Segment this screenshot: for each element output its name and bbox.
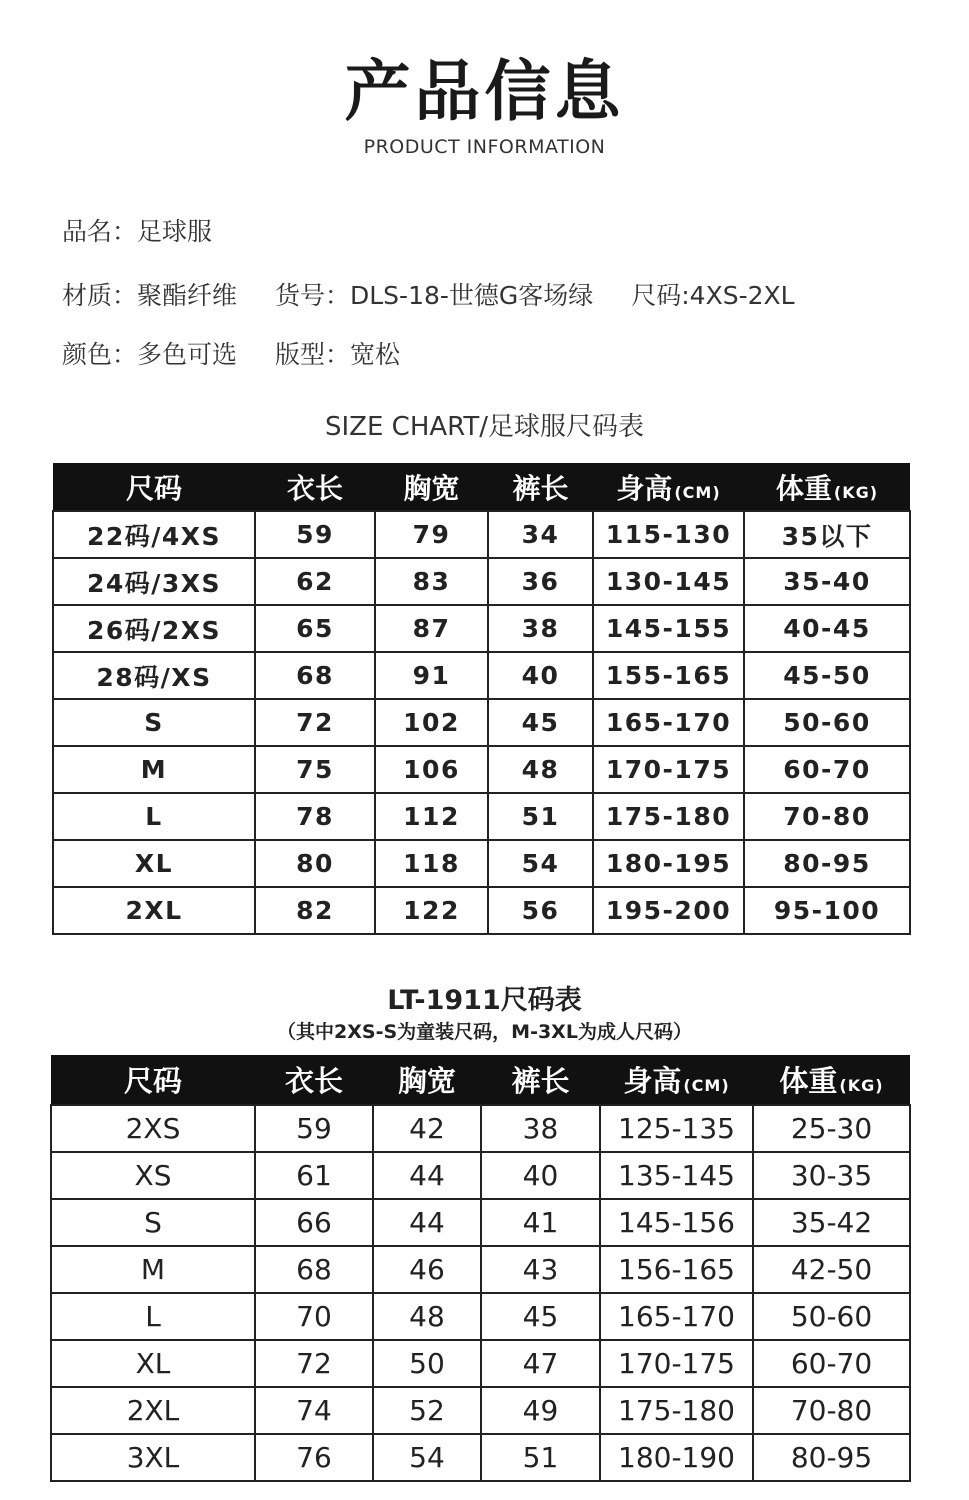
table-cell: 61 <box>255 1152 373 1199</box>
table-row <box>53 652 910 699</box>
column-header-label: 胸宽 <box>397 1064 456 1098</box>
table-header-row <box>51 1055 910 1105</box>
table-header-row <box>53 463 910 511</box>
table-cell: 38 <box>481 1105 600 1152</box>
table-cell: 68 <box>255 652 375 699</box>
page-subtitle: PRODUCT INFORMATION <box>363 136 606 158</box>
lt1911-chart-note: （其中2XS-S为童装尺码，M-3XL为成人尺码） <box>277 1021 692 1043</box>
column-header <box>255 463 375 511</box>
info-label: 版型： <box>274 340 350 369</box>
table-cell: 26码/2XS <box>53 605 255 652</box>
table-row <box>51 1387 910 1434</box>
info-value: 4XS-2XL <box>689 281 795 310</box>
table-cell: 44 <box>373 1199 481 1246</box>
table-row <box>51 1434 910 1481</box>
table-cell: 70-80 <box>744 793 910 840</box>
table-cell: 65 <box>255 605 375 652</box>
table-cell: 70 <box>255 1293 373 1340</box>
table-cell: 45-50 <box>744 652 910 699</box>
info-size-range <box>631 280 794 312</box>
column-header <box>481 1055 600 1105</box>
table-cell: 125-135 <box>600 1105 753 1152</box>
table-cell: 60-70 <box>744 746 910 793</box>
table-cell: 170-175 <box>600 1340 753 1387</box>
table-cell: 35-42 <box>753 1199 910 1246</box>
column-header-unit: (KG) <box>839 1076 884 1095</box>
info-label: 品名： <box>62 217 138 246</box>
column-header <box>753 1055 910 1105</box>
table-cell: 156-165 <box>600 1246 753 1293</box>
info-product-name <box>62 216 212 248</box>
table-cell: 180-195 <box>593 840 744 887</box>
table-cell: 49 <box>481 1387 600 1434</box>
table-row <box>51 1293 910 1340</box>
table-cell: 40-45 <box>744 605 910 652</box>
table-cell: 42-50 <box>753 1246 910 1293</box>
table-cell: 68 <box>255 1246 373 1293</box>
table-cell: 59 <box>255 511 375 558</box>
column-header-label: 衣长 <box>286 471 343 505</box>
info-material <box>62 280 237 312</box>
column-header <box>375 463 488 511</box>
table-cell: 2XL <box>51 1387 255 1434</box>
column-header-label: 身高 <box>616 471 673 505</box>
column-header <box>593 463 744 511</box>
table-cell: 135-145 <box>600 1152 753 1199</box>
column-header-label: 体重 <box>779 1064 838 1098</box>
column-header <box>600 1055 753 1105</box>
table-cell: 80 <box>255 840 375 887</box>
table-cell: M <box>51 1246 255 1293</box>
table-cell: 122 <box>375 887 488 934</box>
table-cell: 74 <box>255 1387 373 1434</box>
table-cell: 54 <box>373 1434 481 1481</box>
info-item-number <box>275 280 593 312</box>
table-row <box>51 1340 910 1387</box>
table-cell: 62 <box>255 558 375 605</box>
table-cell: 75 <box>255 746 375 793</box>
column-header-label: 尺码 <box>123 1064 182 1098</box>
column-header <box>373 1055 481 1105</box>
info-label: 颜色： <box>62 340 138 369</box>
size-chart-table <box>52 463 911 935</box>
table-cell: 102 <box>375 699 488 746</box>
table-cell: 82 <box>255 887 375 934</box>
lt1911-size-table <box>50 1055 911 1482</box>
column-header-label: 体重 <box>775 471 832 505</box>
table-cell: 52 <box>373 1387 481 1434</box>
table-cell: S <box>51 1199 255 1246</box>
table-cell: 48 <box>373 1293 481 1340</box>
table-cell: 50-60 <box>744 699 910 746</box>
table-cell: 72 <box>255 699 375 746</box>
info-label: 货号： <box>274 281 350 310</box>
table-cell: 43 <box>481 1246 600 1293</box>
info-value: DLS-18-世德G客场绿 <box>350 281 594 310</box>
column-header-unit: (CM) <box>683 1076 730 1095</box>
table-cell: 54 <box>488 840 593 887</box>
table-cell: 2XL <box>53 887 255 934</box>
table-cell: 175-180 <box>600 1387 753 1434</box>
table-cell: 115-130 <box>593 511 744 558</box>
table-cell: 80-95 <box>744 840 910 887</box>
info-fit <box>275 339 400 371</box>
table-cell: 130-145 <box>593 558 744 605</box>
table-cell: S <box>53 699 255 746</box>
table-cell: XS <box>51 1152 255 1199</box>
table-row <box>53 746 910 793</box>
info-value: 宽松 <box>350 340 401 369</box>
table-cell: 145-156 <box>600 1199 753 1246</box>
table-row <box>53 793 910 840</box>
table-cell: 56 <box>488 887 593 934</box>
info-value: 足球服 <box>137 217 213 246</box>
table-cell: 76 <box>255 1434 373 1481</box>
table-cell: 165-170 <box>600 1293 753 1340</box>
table-cell: 118 <box>375 840 488 887</box>
info-value: 聚酯纤维 <box>137 281 238 310</box>
table-cell: 35以下 <box>744 511 910 558</box>
table-cell: XL <box>51 1340 255 1387</box>
table-cell: 70-80 <box>753 1387 910 1434</box>
column-header <box>488 463 593 511</box>
column-header-label: 身高 <box>623 1064 682 1098</box>
table-cell: 78 <box>255 793 375 840</box>
table-cell: 59 <box>255 1105 373 1152</box>
table-cell: 79 <box>375 511 488 558</box>
table-row <box>53 887 910 934</box>
column-header-label: 衣长 <box>284 1064 343 1098</box>
table-cell: 80-95 <box>753 1434 910 1481</box>
table-cell: 91 <box>375 652 488 699</box>
table-cell: XL <box>53 840 255 887</box>
table-cell: 87 <box>375 605 488 652</box>
column-header-label: 裤长 <box>511 1064 570 1098</box>
table-cell: 45 <box>488 699 593 746</box>
table-row <box>53 699 910 746</box>
info-line-name <box>62 216 242 248</box>
table-cell: 42 <box>373 1105 481 1152</box>
column-header <box>744 463 910 511</box>
table-cell: 22码/4XS <box>53 511 255 558</box>
column-header-label: 胸宽 <box>403 471 460 505</box>
table-cell: 50 <box>373 1340 481 1387</box>
table-cell: 50-60 <box>753 1293 910 1340</box>
column-header <box>51 1055 255 1105</box>
table-cell: 25-30 <box>753 1105 910 1152</box>
table-cell: 195-200 <box>593 887 744 934</box>
table-cell: 28码/XS <box>53 652 255 699</box>
info-line-material <box>62 280 825 312</box>
table-cell: 112 <box>375 793 488 840</box>
table-cell: 34 <box>488 511 593 558</box>
table-row <box>51 1199 910 1246</box>
table-cell: M <box>53 746 255 793</box>
column-header-unit: (KG) <box>833 482 879 502</box>
table-cell: 47 <box>481 1340 600 1387</box>
table-cell: 24码/3XS <box>53 558 255 605</box>
table-cell: L <box>53 793 255 840</box>
table-cell: 51 <box>481 1434 600 1481</box>
table-cell: 46 <box>373 1246 481 1293</box>
table-row <box>53 558 910 605</box>
table-row <box>51 1246 910 1293</box>
info-label: 材质： <box>62 281 138 310</box>
table-cell: 175-180 <box>593 793 744 840</box>
table-cell: 45 <box>481 1293 600 1340</box>
table-cell: 145-155 <box>593 605 744 652</box>
table-cell: 38 <box>488 605 593 652</box>
table-cell: 36 <box>488 558 593 605</box>
info-color <box>62 339 237 371</box>
info-value: 多色可选 <box>137 340 238 369</box>
table-cell: 83 <box>375 558 488 605</box>
table-cell: 30-35 <box>753 1152 910 1199</box>
table-cell: L <box>51 1293 255 1340</box>
table-cell: 40 <box>481 1152 600 1199</box>
table-cell: 155-165 <box>593 652 744 699</box>
table-cell: 180-190 <box>600 1434 753 1481</box>
lt1911-chart-title: LT-1911尺码表 <box>387 985 582 1016</box>
column-header <box>53 463 255 511</box>
table-row <box>51 1152 910 1199</box>
table-cell: 95-100 <box>744 887 910 934</box>
table-cell: 40 <box>488 652 593 699</box>
table-cell: 72 <box>255 1340 373 1387</box>
table-row <box>51 1105 910 1152</box>
column-header-label: 尺码 <box>125 471 182 505</box>
table-cell: 60-70 <box>753 1340 910 1387</box>
page-title: 产品信息 <box>344 53 625 130</box>
info-label: 尺码: <box>631 281 690 310</box>
table-cell: 48 <box>488 746 593 793</box>
table-cell: 106 <box>375 746 488 793</box>
table-cell: 2XS <box>51 1105 255 1152</box>
column-header-unit: (CM) <box>674 482 721 502</box>
table-cell: 44 <box>373 1152 481 1199</box>
table-cell: 170-175 <box>593 746 744 793</box>
column-header-label: 裤长 <box>512 471 569 505</box>
table-cell: 35-40 <box>744 558 910 605</box>
table-row <box>53 840 910 887</box>
table-cell: 66 <box>255 1199 373 1246</box>
table-cell: 165-170 <box>593 699 744 746</box>
table-row <box>53 605 910 652</box>
table-cell: 41 <box>481 1199 600 1246</box>
table-row <box>53 511 910 558</box>
table-cell: 3XL <box>51 1434 255 1481</box>
size-chart-title: SIZE CHART/足球服尺码表 <box>325 412 644 442</box>
table-cell: 51 <box>488 793 593 840</box>
info-line-color <box>62 339 430 371</box>
column-header <box>255 1055 373 1105</box>
